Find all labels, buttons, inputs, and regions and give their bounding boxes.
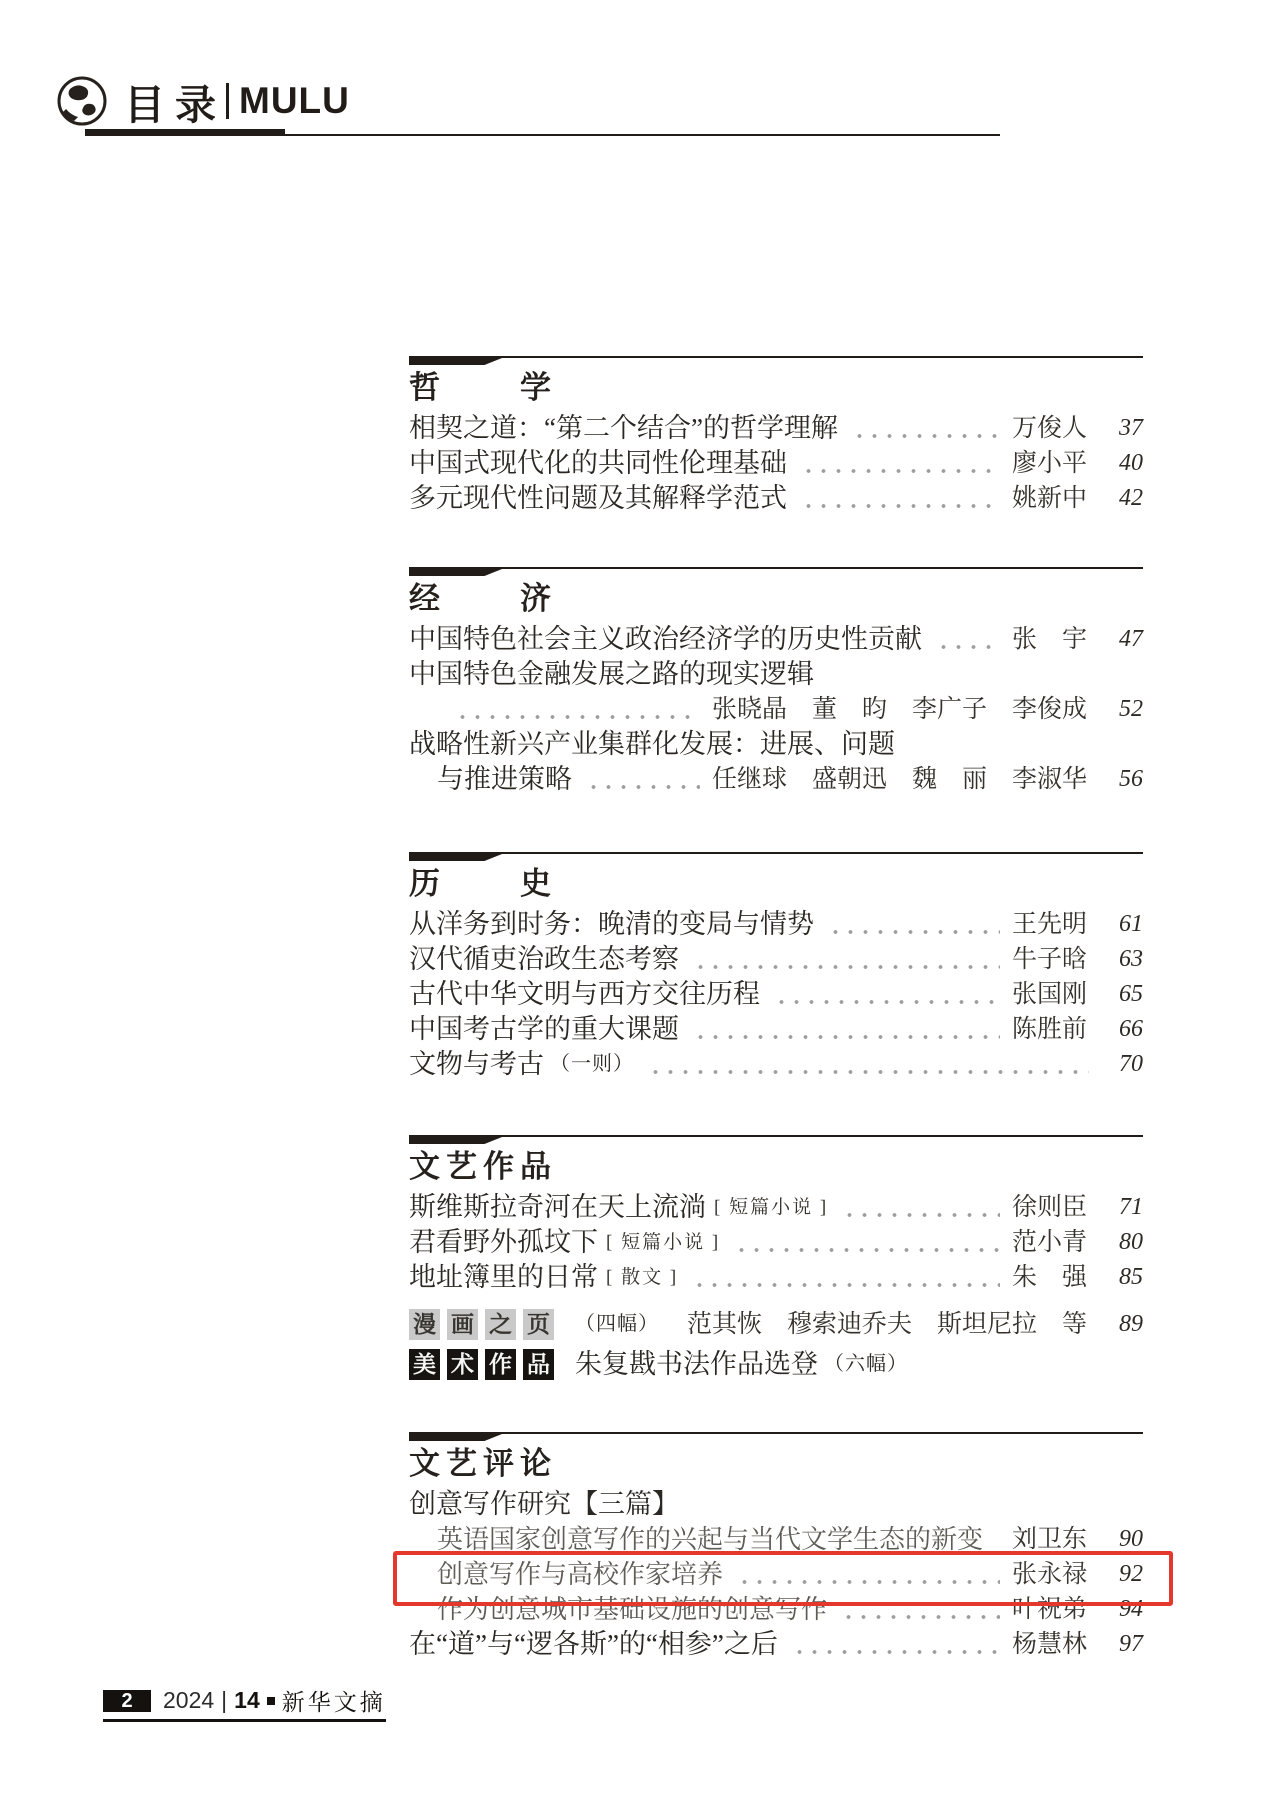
boxed-char: 之 xyxy=(485,1309,516,1340)
entry-page-number: 92 xyxy=(1119,1561,1143,1587)
entry-page-number: 42 xyxy=(1119,485,1143,511)
group-title: 创意写作研究【三篇】 xyxy=(409,1489,679,1519)
section-title: 经 济 xyxy=(409,581,557,616)
entry-page-number: 70 xyxy=(1119,1051,1143,1077)
entry-genre-tag: [ 散文 ] xyxy=(606,1267,679,1288)
entry-authors: 朱 强 xyxy=(1011,1264,1087,1291)
masthead xyxy=(56,74,350,128)
entry-authors: 范其恢 穆索迪乔夫 斯坦尼拉 等 xyxy=(686,1311,1087,1338)
toc-entry-continuation[interactable] xyxy=(409,762,1143,797)
boxed-char: 画 xyxy=(447,1309,478,1340)
entry-genre-tag: [ 短篇小说 ] xyxy=(606,1232,721,1253)
title-divider xyxy=(226,83,229,119)
toc-entry[interactable] xyxy=(409,907,1143,942)
entry-page-number: 80 xyxy=(1119,1229,1143,1255)
dot-leader xyxy=(455,714,700,720)
toc-entry[interactable] xyxy=(409,977,1143,1012)
section-economics xyxy=(409,567,1143,797)
page-title-en: MULU xyxy=(239,80,350,121)
page-footer xyxy=(103,1684,386,1722)
entry-page-number: 47 xyxy=(1119,626,1143,652)
section-divider xyxy=(409,567,1143,576)
entry-authors: 廖小平 xyxy=(1011,450,1087,477)
entry-authors: 陈胜前 xyxy=(1011,1016,1087,1043)
section-tab xyxy=(409,567,507,576)
dot-leader xyxy=(842,1212,1000,1218)
entry-title: 从洋务到时务：晚清的变局与情势 xyxy=(409,909,814,939)
toc-entry[interactable] xyxy=(409,1047,1143,1082)
boxed-char: 漫 xyxy=(409,1309,440,1340)
section-literary-works xyxy=(409,1135,1143,1382)
section-title: 文艺评论 xyxy=(409,1446,557,1481)
footer-year: 2024 xyxy=(163,1687,215,1713)
section-title: 历 史 xyxy=(409,866,557,901)
entry-authors: 王先明 xyxy=(1011,911,1087,938)
section-title: 文艺作品 xyxy=(409,1149,557,1184)
dot-leader xyxy=(692,1282,1000,1288)
section-literary-criticism xyxy=(409,1432,1143,1662)
section-tab xyxy=(409,852,507,861)
toc-entry[interactable] xyxy=(409,481,1143,516)
entry-count-note: （四幅） xyxy=(575,1313,659,1335)
section-tab xyxy=(409,1135,507,1144)
dot-leader xyxy=(792,1649,1000,1655)
square-bullet-icon xyxy=(267,1697,275,1705)
dot-leader xyxy=(936,644,1000,650)
entry-authors: 任继球 盛朝迅 魏 丽 李淑华 xyxy=(711,766,1087,793)
entry-title: 斯维斯拉奇河在天上流淌 xyxy=(409,1192,706,1222)
toc-entry[interactable] xyxy=(409,727,1143,762)
toc-entry[interactable] xyxy=(409,622,1143,657)
entry-title: 中国考古学的重大课题 xyxy=(409,1014,679,1044)
masthead-underline xyxy=(85,129,285,136)
entry-title: 作为创意城市基础设施的创意写作 xyxy=(437,1594,828,1624)
toc-group-heading xyxy=(409,1487,1143,1522)
section-philosophy xyxy=(409,356,1143,516)
dot-leader xyxy=(997,1544,1000,1550)
entry-authors: 张晓晶 董 昀 李广子 李俊成 xyxy=(711,696,1087,723)
toc-entry[interactable] xyxy=(409,1190,1143,1225)
entry-page-number: 37 xyxy=(1119,415,1143,441)
entry-page-number: 94 xyxy=(1119,1596,1143,1622)
toc-entry[interactable] xyxy=(409,1012,1143,1047)
entry-page-number: 85 xyxy=(1119,1264,1143,1290)
entry-page-number: 52 xyxy=(1119,696,1143,722)
entry-authors: 张国刚 xyxy=(1011,981,1087,1008)
entry-title: 战略性新兴产业集群化发展：进展、问题 xyxy=(409,729,895,759)
dot-leader xyxy=(841,1614,1000,1620)
entry-page-number: 97 xyxy=(1119,1631,1143,1657)
entry-title: 古代中华文明与西方交往历程 xyxy=(409,979,760,1009)
entry-title: 中国式现代化的共同性伦理基础 xyxy=(409,448,787,478)
entry-page-number: 89 xyxy=(1119,1311,1143,1337)
toc-entry[interactable] xyxy=(409,657,1143,692)
toc-entry[interactable] xyxy=(409,446,1143,481)
section-divider xyxy=(409,1432,1143,1441)
boxed-char: 页 xyxy=(523,1309,554,1340)
entry-authors: 牛子晗 xyxy=(1011,946,1087,973)
entry-authors: 范小青 xyxy=(1011,1229,1087,1256)
entry-authors: 杨慧林 xyxy=(1011,1631,1087,1658)
toc-entry-comics[interactable] xyxy=(409,1307,1143,1342)
entry-page-number: 90 xyxy=(1119,1526,1143,1552)
entry-title: 地址簿里的日常 xyxy=(409,1262,598,1292)
entry-page-number: 63 xyxy=(1119,946,1143,972)
toc-entry-continuation[interactable] xyxy=(409,692,1143,727)
dot-leader xyxy=(693,964,1000,970)
entry-page-number: 56 xyxy=(1119,766,1143,792)
header-rule xyxy=(283,134,1000,136)
section-tab xyxy=(409,1432,507,1441)
toc-entry[interactable] xyxy=(409,411,1143,446)
toc-entry[interactable] xyxy=(409,1627,1143,1662)
dot-leader xyxy=(586,784,700,790)
section-divider xyxy=(409,852,1143,861)
entry-authors: 张 宇 xyxy=(1011,626,1087,653)
folio-page-number: 2 xyxy=(103,1690,151,1712)
globe-logo-icon xyxy=(56,75,108,127)
entry-authors: 万俊人 xyxy=(1011,415,1087,442)
boxed-char: 品 xyxy=(523,1349,554,1380)
magazine-name: 新华文摘 xyxy=(281,1690,386,1715)
dot-leader xyxy=(801,468,1000,474)
entry-title: 在“道”与“逻各斯”的“相参”之后 xyxy=(409,1629,778,1659)
entry-title: 中国特色社会主义政治经济学的历史性贡献 xyxy=(409,624,922,654)
entry-page-number: 66 xyxy=(1119,1016,1143,1042)
entry-title: 相契之道：“第二个结合”的哲学理解 xyxy=(409,413,838,443)
entry-count-note: （一则） xyxy=(550,1053,634,1075)
entry-page-number: 61 xyxy=(1119,911,1143,937)
dot-leader xyxy=(774,999,1000,1005)
dot-leader xyxy=(734,1247,1000,1253)
entry-title: 创意写作与高校作家培养 xyxy=(437,1559,724,1589)
entry-title: 文物与考古 xyxy=(409,1049,544,1079)
entry-authors: 姚新中 xyxy=(1011,485,1087,512)
entry-authors: 刘卫东 xyxy=(1011,1526,1087,1553)
toc-entry[interactable] xyxy=(409,1225,1143,1260)
page-title-cn: 目录 xyxy=(124,81,226,128)
section-divider xyxy=(409,1135,1143,1144)
entry-count-note: （六幅） xyxy=(824,1353,908,1375)
dot-leader xyxy=(648,1069,1089,1075)
dot-leader xyxy=(801,503,1000,509)
toc-entry[interactable] xyxy=(409,942,1143,977)
entry-genre-tag: [ 短篇小说 ] xyxy=(714,1197,829,1218)
highlight-box xyxy=(393,1551,1173,1606)
toc-entry-art-works[interactable] xyxy=(409,1347,1143,1382)
entry-title: 英语国家创意写作的兴起与当代文学生态的新变 xyxy=(437,1524,984,1554)
dot-leader xyxy=(828,929,1000,935)
entry-authors: 徐则臣 xyxy=(1011,1194,1087,1221)
toc-entry[interactable] xyxy=(409,1260,1143,1295)
footer-divider: | xyxy=(221,1687,228,1713)
dot-leader xyxy=(693,1034,1000,1040)
entry-page-number: 71 xyxy=(1119,1194,1143,1220)
section-tab xyxy=(409,356,507,365)
dot-leader xyxy=(852,433,1000,439)
footer-issue-number: 14 xyxy=(234,1687,260,1713)
entry-page-number: 65 xyxy=(1119,981,1143,1007)
entry-authors: 张永禄 xyxy=(1011,1561,1087,1588)
dot-leader xyxy=(673,1329,675,1335)
entry-title: 朱复戡书法作品选登 xyxy=(575,1349,818,1379)
boxed-char: 作 xyxy=(485,1349,516,1380)
section-title: 哲 学 xyxy=(409,370,557,405)
entry-title: 中国特色金融发展之路的现实逻辑 xyxy=(409,659,814,689)
entry-authors: 叶祝弟 xyxy=(1011,1596,1087,1623)
entry-page-number: 40 xyxy=(1119,450,1143,476)
boxed-char: 美 xyxy=(409,1349,440,1380)
boxed-char: 术 xyxy=(447,1349,478,1380)
entry-title: 与推进策略 xyxy=(437,764,572,794)
entry-title: 多元现代性问题及其解释学范式 xyxy=(409,483,787,513)
section-divider xyxy=(409,356,1143,365)
entry-title: 君看野外孤坟下 xyxy=(409,1227,598,1257)
entry-title: 汉代循吏治政生态考察 xyxy=(409,944,679,974)
section-history xyxy=(409,852,1143,1082)
